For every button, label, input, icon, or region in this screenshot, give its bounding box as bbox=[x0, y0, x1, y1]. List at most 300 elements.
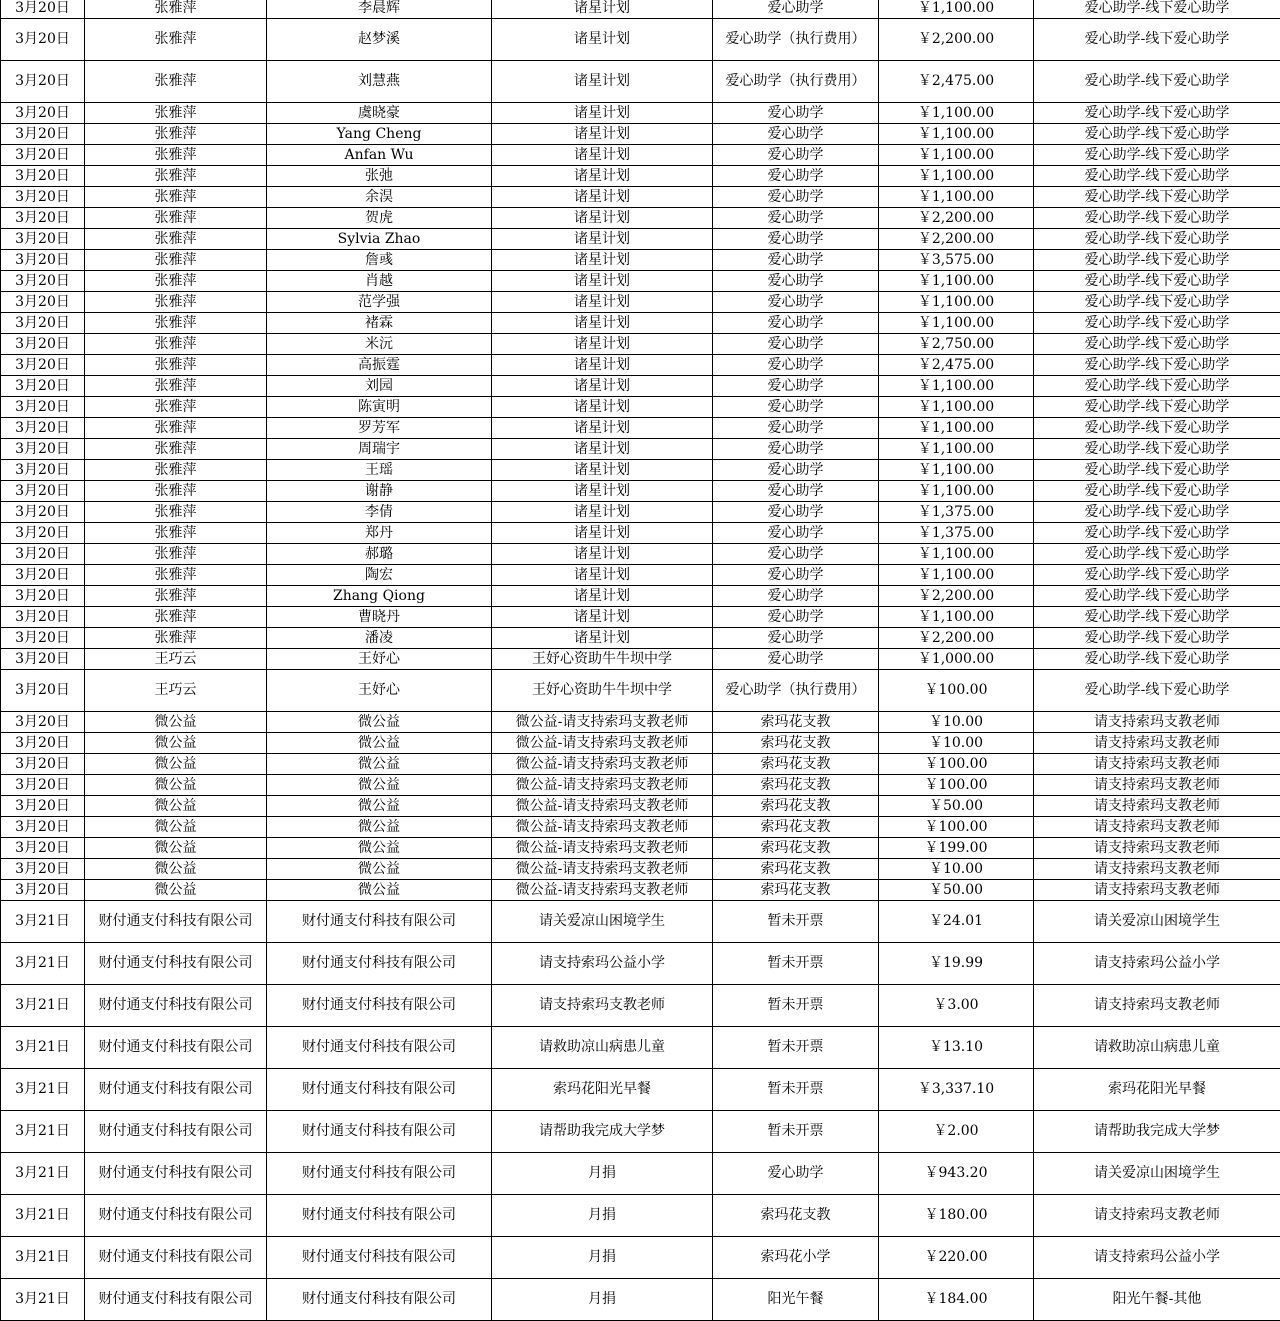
cell-project: 诸星计划 bbox=[492, 544, 713, 565]
cell-amount: ￥1,100.00 bbox=[879, 0, 1034, 19]
table-row bbox=[1, 628, 1280, 649]
cell-category: 阳光午餐 bbox=[713, 1279, 879, 1321]
cell-donor: 微公益 bbox=[267, 880, 492, 901]
cell-donor: 财付通支付科技有限公司 bbox=[267, 901, 492, 943]
cell-amount: ￥1,000.00 bbox=[879, 649, 1034, 670]
cell-category: 爱心助学 bbox=[713, 145, 879, 166]
cell-recipient: 张雅萍 bbox=[85, 229, 267, 250]
table-row bbox=[1, 985, 1280, 1027]
cell-purpose: 爱心助学-线下爱心助学 bbox=[1034, 0, 1280, 19]
table-row bbox=[1, 1153, 1280, 1195]
cell-donor: 财付通支付科技有限公司 bbox=[267, 1195, 492, 1237]
table-row bbox=[1, 250, 1280, 271]
cell-amount: ￥2,200.00 bbox=[879, 628, 1034, 649]
cell-purpose: 爱心助学-线下爱心助学 bbox=[1034, 334, 1280, 355]
cell-amount: ￥19.99 bbox=[879, 943, 1034, 985]
cell-donor: 余淏 bbox=[267, 187, 492, 208]
cell-date: 3月20日 bbox=[1, 502, 85, 523]
cell-category: 索玛花支教 bbox=[713, 775, 879, 796]
cell-amount: ￥1,100.00 bbox=[879, 481, 1034, 502]
cell-project: 诸星计划 bbox=[492, 187, 713, 208]
table-row bbox=[1, 586, 1280, 607]
table-row bbox=[1, 754, 1280, 775]
cell-date: 3月20日 bbox=[1, 208, 85, 229]
cell-recipient: 财付通支付科技有限公司 bbox=[85, 1237, 267, 1279]
cell-project: 诸星计划 bbox=[492, 502, 713, 523]
cell-purpose: 请支持索玛支教老师 bbox=[1034, 880, 1280, 901]
cell-recipient: 张雅萍 bbox=[85, 187, 267, 208]
cell-purpose: 阳光午餐-其他 bbox=[1034, 1279, 1280, 1321]
cell-recipient: 张雅萍 bbox=[85, 397, 267, 418]
cell-amount: ￥50.00 bbox=[879, 880, 1034, 901]
cell-recipient: 张雅萍 bbox=[85, 565, 267, 586]
cell-date: 3月21日 bbox=[1, 1111, 85, 1153]
cell-category: 爱心助学 bbox=[713, 334, 879, 355]
cell-recipient: 张雅萍 bbox=[85, 607, 267, 628]
cell-amount: ￥1,100.00 bbox=[879, 292, 1034, 313]
cell-date: 3月20日 bbox=[1, 166, 85, 187]
cell-amount: ￥1,100.00 bbox=[879, 376, 1034, 397]
cell-purpose: 爱心助学-线下爱心助学 bbox=[1034, 187, 1280, 208]
cell-category: 索玛花支教 bbox=[713, 754, 879, 775]
cell-date: 3月20日 bbox=[1, 544, 85, 565]
cell-recipient: 张雅萍 bbox=[85, 313, 267, 334]
cell-project: 诸星计划 bbox=[492, 166, 713, 187]
cell-project: 诸星计划 bbox=[492, 565, 713, 586]
cell-project: 诸星计划 bbox=[492, 334, 713, 355]
cell-amount: ￥3.00 bbox=[879, 985, 1034, 1027]
cell-project: 微公益-请支持索玛支教老师 bbox=[492, 817, 713, 838]
table-row bbox=[1, 313, 1280, 334]
cell-donor: 谢静 bbox=[267, 481, 492, 502]
cell-amount: ￥1,100.00 bbox=[879, 397, 1034, 418]
cell-amount: ￥1,100.00 bbox=[879, 439, 1034, 460]
cell-category: 爱心助学 bbox=[713, 271, 879, 292]
cell-donor: 微公益 bbox=[267, 838, 492, 859]
cell-purpose: 请救助凉山病患儿童 bbox=[1034, 1027, 1280, 1069]
table-row bbox=[1, 229, 1280, 250]
cell-project: 月捐 bbox=[492, 1237, 713, 1279]
cell-recipient: 微公益 bbox=[85, 859, 267, 880]
cell-recipient: 财付通支付科技有限公司 bbox=[85, 1111, 267, 1153]
cell-donor: 财付通支付科技有限公司 bbox=[267, 1027, 492, 1069]
cell-date: 3月21日 bbox=[1, 985, 85, 1027]
cell-amount: ￥100.00 bbox=[879, 670, 1034, 712]
cell-date: 3月20日 bbox=[1, 250, 85, 271]
cell-donor: 张弛 bbox=[267, 166, 492, 187]
cell-donor: 财付通支付科技有限公司 bbox=[267, 1153, 492, 1195]
cell-amount: ￥1,375.00 bbox=[879, 523, 1034, 544]
cell-date: 3月20日 bbox=[1, 586, 85, 607]
cell-project: 诸星计划 bbox=[492, 229, 713, 250]
cell-project: 诸星计划 bbox=[492, 586, 713, 607]
cell-project: 诸星计划 bbox=[492, 418, 713, 439]
cell-date: 3月20日 bbox=[1, 376, 85, 397]
table-row bbox=[1, 796, 1280, 817]
cell-project: 微公益-请支持索玛支教老师 bbox=[492, 754, 713, 775]
cell-date: 3月20日 bbox=[1, 481, 85, 502]
table-row bbox=[1, 439, 1280, 460]
cell-category: 爱心助学 bbox=[713, 502, 879, 523]
cell-purpose: 爱心助学-线下爱心助学 bbox=[1034, 271, 1280, 292]
cell-category: 爱心助学 bbox=[713, 628, 879, 649]
cell-project: 诸星计划 bbox=[492, 313, 713, 334]
cell-recipient: 张雅萍 bbox=[85, 166, 267, 187]
cell-date: 3月21日 bbox=[1, 1027, 85, 1069]
cell-purpose: 爱心助学-线下爱心助学 bbox=[1034, 208, 1280, 229]
cell-donor: 财付通支付科技有限公司 bbox=[267, 943, 492, 985]
cell-category: 爱心助学 bbox=[713, 649, 879, 670]
cell-amount: ￥2,200.00 bbox=[879, 19, 1034, 61]
cell-recipient: 张雅萍 bbox=[85, 250, 267, 271]
cell-date: 3月20日 bbox=[1, 859, 85, 880]
cell-date: 3月20日 bbox=[1, 439, 85, 460]
cell-project: 诸星计划 bbox=[492, 0, 713, 19]
cell-project: 索玛花阳光早餐 bbox=[492, 1069, 713, 1111]
table-row bbox=[1, 838, 1280, 859]
cell-category: 爱心助学 bbox=[713, 565, 879, 586]
cell-date: 3月20日 bbox=[1, 712, 85, 733]
table-row bbox=[1, 1111, 1280, 1153]
cell-project: 诸星计划 bbox=[492, 628, 713, 649]
cell-project: 微公益-请支持索玛支教老师 bbox=[492, 859, 713, 880]
cell-project: 王妤心资助牛牛坝中学 bbox=[492, 670, 713, 712]
cell-purpose: 爱心助学-线下爱心助学 bbox=[1034, 376, 1280, 397]
cell-date: 3月20日 bbox=[1, 460, 85, 481]
table-row bbox=[1, 1279, 1280, 1321]
cell-donor: 肖越 bbox=[267, 271, 492, 292]
cell-purpose: 请关爱凉山困境学生 bbox=[1034, 901, 1280, 943]
cell-category: 爱心助学 bbox=[713, 166, 879, 187]
cell-recipient: 张雅萍 bbox=[85, 0, 267, 19]
cell-project: 微公益-请支持索玛支教老师 bbox=[492, 880, 713, 901]
cell-date: 3月20日 bbox=[1, 103, 85, 124]
cell-amount: ￥100.00 bbox=[879, 775, 1034, 796]
cell-amount: ￥10.00 bbox=[879, 733, 1034, 754]
cell-recipient: 微公益 bbox=[85, 838, 267, 859]
cell-recipient: 张雅萍 bbox=[85, 460, 267, 481]
cell-purpose: 请支持索玛支教老师 bbox=[1034, 838, 1280, 859]
table-row bbox=[1, 607, 1280, 628]
cell-category: 爱心助学 bbox=[713, 313, 879, 334]
cell-amount: ￥2,200.00 bbox=[879, 586, 1034, 607]
cell-recipient: 王巧云 bbox=[85, 649, 267, 670]
cell-date: 3月20日 bbox=[1, 565, 85, 586]
cell-purpose: 请支持索玛支教老师 bbox=[1034, 712, 1280, 733]
cell-purpose: 爱心助学-线下爱心助学 bbox=[1034, 439, 1280, 460]
table-row bbox=[1, 292, 1280, 313]
cell-donor: 财付通支付科技有限公司 bbox=[267, 985, 492, 1027]
cell-donor: Yang Cheng bbox=[267, 124, 492, 145]
cell-recipient: 张雅萍 bbox=[85, 355, 267, 376]
cell-recipient: 张雅萍 bbox=[85, 523, 267, 544]
cell-date: 3月20日 bbox=[1, 754, 85, 775]
cell-donor: 高振霆 bbox=[267, 355, 492, 376]
cell-category: 爱心助学 bbox=[713, 418, 879, 439]
table-row bbox=[1, 523, 1280, 544]
cell-amount: ￥100.00 bbox=[879, 754, 1034, 775]
cell-donor: 微公益 bbox=[267, 775, 492, 796]
cell-project: 诸星计划 bbox=[492, 124, 713, 145]
cell-project: 请关爱凉山困境学生 bbox=[492, 901, 713, 943]
table-row bbox=[1, 565, 1280, 586]
cell-project: 诸星计划 bbox=[492, 19, 713, 61]
cell-date: 3月21日 bbox=[1, 1195, 85, 1237]
table-row bbox=[1, 208, 1280, 229]
cell-project: 诸星计划 bbox=[492, 61, 713, 103]
table-row bbox=[1, 103, 1280, 124]
cell-date: 3月20日 bbox=[1, 607, 85, 628]
cell-donor: 虞晓豪 bbox=[267, 103, 492, 124]
cell-amount: ￥3,337.10 bbox=[879, 1069, 1034, 1111]
cell-project: 诸星计划 bbox=[492, 250, 713, 271]
cell-purpose: 爱心助学-线下爱心助学 bbox=[1034, 250, 1280, 271]
cell-category: 爱心助学 bbox=[713, 481, 879, 502]
cell-recipient: 微公益 bbox=[85, 733, 267, 754]
cell-donor: 米沅 bbox=[267, 334, 492, 355]
cell-donor: 微公益 bbox=[267, 817, 492, 838]
cell-purpose: 爱心助学-线下爱心助学 bbox=[1034, 586, 1280, 607]
cell-category: 索玛花支教 bbox=[713, 817, 879, 838]
cell-category: 暂未开票 bbox=[713, 1069, 879, 1111]
cell-category: 索玛花支教 bbox=[713, 838, 879, 859]
cell-category: 爱心助学 bbox=[713, 376, 879, 397]
cell-amount: ￥1,100.00 bbox=[879, 460, 1034, 481]
cell-date: 3月20日 bbox=[1, 628, 85, 649]
cell-category: 爱心助学 bbox=[713, 544, 879, 565]
cell-date: 3月20日 bbox=[1, 649, 85, 670]
cell-project: 诸星计划 bbox=[492, 607, 713, 628]
cell-category: 爱心助学 bbox=[713, 397, 879, 418]
table-row bbox=[1, 901, 1280, 943]
cell-donor: 陈寅明 bbox=[267, 397, 492, 418]
cell-project: 诸星计划 bbox=[492, 208, 713, 229]
cell-recipient: 张雅萍 bbox=[85, 292, 267, 313]
cell-donor: 财付通支付科技有限公司 bbox=[267, 1069, 492, 1111]
cell-amount: ￥1,100.00 bbox=[879, 145, 1034, 166]
cell-project: 请救助凉山病患儿童 bbox=[492, 1027, 713, 1069]
table-row bbox=[1, 124, 1280, 145]
cell-recipient: 张雅萍 bbox=[85, 586, 267, 607]
cell-purpose: 请支持索玛公益小学 bbox=[1034, 1237, 1280, 1279]
cell-amount: ￥3,575.00 bbox=[879, 250, 1034, 271]
cell-purpose: 爱心助学-线下爱心助学 bbox=[1034, 565, 1280, 586]
cell-purpose: 爱心助学-线下爱心助学 bbox=[1034, 628, 1280, 649]
cell-date: 3月20日 bbox=[1, 292, 85, 313]
cell-category: 爱心助学 bbox=[713, 586, 879, 607]
cell-donor: 詹彧 bbox=[267, 250, 492, 271]
cell-amount: ￥1,100.00 bbox=[879, 418, 1034, 439]
cell-recipient: 张雅萍 bbox=[85, 334, 267, 355]
cell-recipient: 王巧云 bbox=[85, 670, 267, 712]
cell-date: 3月21日 bbox=[1, 1069, 85, 1111]
cell-recipient: 财付通支付科技有限公司 bbox=[85, 1069, 267, 1111]
table-row bbox=[1, 187, 1280, 208]
cell-date: 3月20日 bbox=[1, 313, 85, 334]
cell-amount: ￥1,100.00 bbox=[879, 313, 1034, 334]
cell-category: 索玛花支教 bbox=[713, 1195, 879, 1237]
cell-purpose: 爱心助学-线下爱心助学 bbox=[1034, 523, 1280, 544]
cell-purpose: 请关爱凉山困境学生 bbox=[1034, 1153, 1280, 1195]
cell-category: 爱心助学 bbox=[713, 523, 879, 544]
cell-purpose: 请支持索玛支教老师 bbox=[1034, 796, 1280, 817]
cell-project: 请支持索玛公益小学 bbox=[492, 943, 713, 985]
cell-purpose: 爱心助学-线下爱心助学 bbox=[1034, 292, 1280, 313]
cell-amount: ￥10.00 bbox=[879, 859, 1034, 880]
cell-category: 爱心助学 bbox=[713, 208, 879, 229]
cell-donor: Zhang Qiong bbox=[267, 586, 492, 607]
cell-purpose: 爱心助学-线下爱心助学 bbox=[1034, 166, 1280, 187]
cell-donor: 财付通支付科技有限公司 bbox=[267, 1237, 492, 1279]
cell-category: 暂未开票 bbox=[713, 1027, 879, 1069]
cell-donor: 郑丹 bbox=[267, 523, 492, 544]
cell-amount: ￥50.00 bbox=[879, 796, 1034, 817]
cell-category: 索玛花支教 bbox=[713, 712, 879, 733]
cell-project: 请帮助我完成大学梦 bbox=[492, 1111, 713, 1153]
cell-category: 暂未开票 bbox=[713, 985, 879, 1027]
cell-donor: 微公益 bbox=[267, 754, 492, 775]
table-row bbox=[1, 0, 1280, 19]
cell-date: 3月20日 bbox=[1, 187, 85, 208]
cell-recipient: 微公益 bbox=[85, 817, 267, 838]
cell-purpose: 请支持索玛支教老师 bbox=[1034, 985, 1280, 1027]
cell-category: 索玛花支教 bbox=[713, 859, 879, 880]
cell-recipient: 微公益 bbox=[85, 712, 267, 733]
cell-recipient: 微公益 bbox=[85, 880, 267, 901]
cell-amount: ￥184.00 bbox=[879, 1279, 1034, 1321]
table-row bbox=[1, 481, 1280, 502]
table-row bbox=[1, 817, 1280, 838]
table-row bbox=[1, 460, 1280, 481]
cell-donor: 郝璐 bbox=[267, 544, 492, 565]
table-row bbox=[1, 712, 1280, 733]
cell-donor: 李倩 bbox=[267, 502, 492, 523]
cell-recipient: 财付通支付科技有限公司 bbox=[85, 1195, 267, 1237]
cell-category: 索玛花支教 bbox=[713, 880, 879, 901]
cell-donor: Sylvia Zhao bbox=[267, 229, 492, 250]
table-row bbox=[1, 1195, 1280, 1237]
cell-project: 微公益-请支持索玛支教老师 bbox=[492, 838, 713, 859]
cell-project: 诸星计划 bbox=[492, 271, 713, 292]
cell-category: 爱心助学 bbox=[713, 250, 879, 271]
table-row bbox=[1, 544, 1280, 565]
cell-donor: 刘园 bbox=[267, 376, 492, 397]
cell-date: 3月21日 bbox=[1, 1237, 85, 1279]
cell-date: 3月20日 bbox=[1, 733, 85, 754]
cell-date: 3月20日 bbox=[1, 838, 85, 859]
cell-date: 3月20日 bbox=[1, 271, 85, 292]
cell-project: 请支持索玛支教老师 bbox=[492, 985, 713, 1027]
cell-purpose: 爱心助学-线下爱心助学 bbox=[1034, 355, 1280, 376]
table-row bbox=[1, 19, 1280, 61]
cell-purpose: 爱心助学-线下爱心助学 bbox=[1034, 229, 1280, 250]
cell-purpose: 请支持索玛支教老师 bbox=[1034, 1195, 1280, 1237]
table-row bbox=[1, 880, 1280, 901]
cell-recipient: 张雅萍 bbox=[85, 628, 267, 649]
cell-donor: 财付通支付科技有限公司 bbox=[267, 1279, 492, 1321]
table-row bbox=[1, 418, 1280, 439]
cell-category: 索玛花支教 bbox=[713, 733, 879, 754]
cell-date: 3月21日 bbox=[1, 1279, 85, 1321]
cell-donor: 陶宏 bbox=[267, 565, 492, 586]
cell-category: 爱心助学 bbox=[713, 187, 879, 208]
cell-donor: 潘凌 bbox=[267, 628, 492, 649]
table-row bbox=[1, 145, 1280, 166]
cell-date: 3月21日 bbox=[1, 943, 85, 985]
cell-date: 3月21日 bbox=[1, 1153, 85, 1195]
cell-amount: ￥100.00 bbox=[879, 817, 1034, 838]
cell-donor: 微公益 bbox=[267, 796, 492, 817]
cell-recipient: 张雅萍 bbox=[85, 103, 267, 124]
cell-donor: 微公益 bbox=[267, 859, 492, 880]
cell-date: 3月20日 bbox=[1, 229, 85, 250]
cell-purpose: 爱心助学-线下爱心助学 bbox=[1034, 460, 1280, 481]
table-row bbox=[1, 775, 1280, 796]
cell-category: 暂未开票 bbox=[713, 943, 879, 985]
cell-category: 爱心助学 bbox=[713, 439, 879, 460]
cell-date: 3月20日 bbox=[1, 880, 85, 901]
cell-amount: ￥10.00 bbox=[879, 712, 1034, 733]
cell-category: 暂未开票 bbox=[713, 901, 879, 943]
cell-recipient: 财付通支付科技有限公司 bbox=[85, 1279, 267, 1321]
cell-purpose: 索玛花阳光早餐 bbox=[1034, 1069, 1280, 1111]
cell-recipient: 财付通支付科技有限公司 bbox=[85, 1153, 267, 1195]
cell-recipient: 张雅萍 bbox=[85, 124, 267, 145]
cell-donor: 王妤心 bbox=[267, 670, 492, 712]
cell-category: 爱心助学 bbox=[713, 229, 879, 250]
table-row bbox=[1, 733, 1280, 754]
cell-purpose: 爱心助学-线下爱心助学 bbox=[1034, 397, 1280, 418]
cell-date: 3月20日 bbox=[1, 355, 85, 376]
cell-purpose: 请支持索玛支教老师 bbox=[1034, 859, 1280, 880]
cell-amount: ￥2,200.00 bbox=[879, 208, 1034, 229]
cell-category: 索玛花支教 bbox=[713, 796, 879, 817]
cell-date: 3月20日 bbox=[1, 334, 85, 355]
table-row bbox=[1, 334, 1280, 355]
cell-category: 爱心助学 bbox=[713, 124, 879, 145]
table-row bbox=[1, 502, 1280, 523]
table-row bbox=[1, 397, 1280, 418]
cell-date: 3月20日 bbox=[1, 397, 85, 418]
cell-recipient: 财付通支付科技有限公司 bbox=[85, 901, 267, 943]
cell-purpose: 爱心助学-线下爱心助学 bbox=[1034, 418, 1280, 439]
cell-recipient: 张雅萍 bbox=[85, 61, 267, 103]
table-row bbox=[1, 1237, 1280, 1279]
cell-donor: 李晨辉 bbox=[267, 0, 492, 19]
cell-purpose: 爱心助学-线下爱心助学 bbox=[1034, 481, 1280, 502]
cell-donor: 褚霖 bbox=[267, 313, 492, 334]
cell-purpose: 请帮助我完成大学梦 bbox=[1034, 1111, 1280, 1153]
cell-purpose: 爱心助学-线下爱心助学 bbox=[1034, 124, 1280, 145]
cell-donor: 王瑶 bbox=[267, 460, 492, 481]
cell-purpose: 爱心助学-线下爱心助学 bbox=[1034, 670, 1280, 712]
cell-category: 索玛花小学 bbox=[713, 1237, 879, 1279]
cell-purpose: 爱心助学-线下爱心助学 bbox=[1034, 145, 1280, 166]
table-row bbox=[1, 271, 1280, 292]
cell-category: 爱心助学 bbox=[713, 355, 879, 376]
cell-donor: 曹晓丹 bbox=[267, 607, 492, 628]
cell-amount: ￥1,100.00 bbox=[879, 271, 1034, 292]
cell-project: 月捐 bbox=[492, 1195, 713, 1237]
cell-category: 爱心助学 bbox=[713, 0, 879, 19]
cell-project: 微公益-请支持索玛支教老师 bbox=[492, 712, 713, 733]
cell-project: 诸星计划 bbox=[492, 439, 713, 460]
cell-project: 微公益-请支持索玛支教老师 bbox=[492, 775, 713, 796]
table-row bbox=[1, 376, 1280, 397]
cell-purpose: 爱心助学-线下爱心助学 bbox=[1034, 607, 1280, 628]
cell-amount: ￥1,375.00 bbox=[879, 502, 1034, 523]
cell-date: 3月20日 bbox=[1, 0, 85, 19]
